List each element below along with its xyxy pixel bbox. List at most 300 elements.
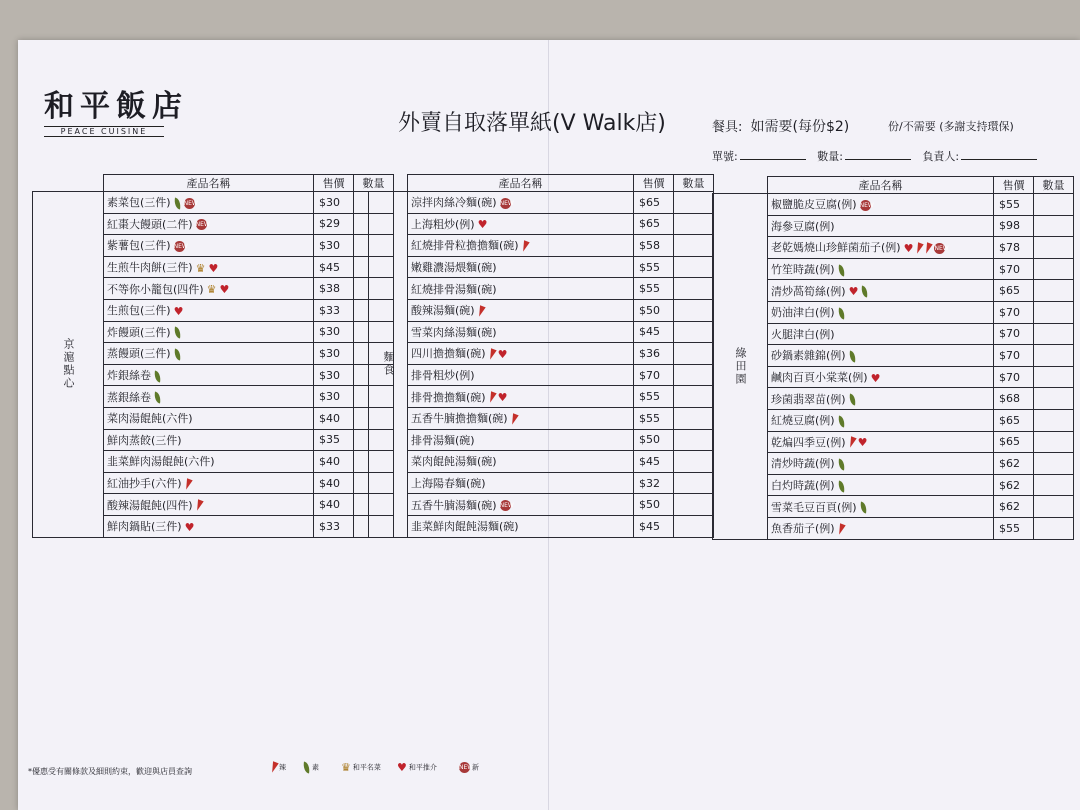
heart-icon: ♥ — [497, 391, 508, 405]
item-price: $40 — [314, 494, 354, 516]
item-name: 清炒時蔬(例) — [771, 457, 835, 471]
table-header-row — [33, 175, 394, 192]
item-price: $68 — [994, 388, 1034, 410]
leaf-icon — [848, 394, 857, 406]
item-price: $33 — [314, 299, 354, 321]
quantity-cell[interactable] — [674, 299, 714, 321]
item-name: 白灼時蔬(例) — [771, 479, 835, 493]
item-name: 上海陽春麵(碗) — [411, 477, 486, 491]
item-name: 五香牛腩湯麵(碗) — [411, 498, 497, 512]
item-price: $30 — [314, 386, 354, 408]
legend-label: 和平名菜 — [352, 763, 381, 772]
item-name-cell — [408, 515, 634, 537]
legend-item — [300, 762, 319, 773]
legend-label: 新 — [472, 763, 479, 772]
item-name-cell — [408, 472, 634, 494]
item-name: 酸辣湯餛飩(四件) — [107, 498, 193, 512]
item-price: $62 — [994, 496, 1034, 518]
item-name-cell — [768, 301, 994, 323]
chili-icon — [194, 499, 203, 511]
item-name: 生煎包(三件) — [107, 304, 171, 318]
heart-icon: ♥ — [219, 283, 230, 297]
table-row — [369, 256, 714, 278]
quantity-cell[interactable] — [674, 213, 714, 235]
item-name-cell — [768, 194, 994, 216]
new-badge-icon: NEW — [499, 502, 514, 510]
item-price: $40 — [314, 451, 354, 473]
new-badge-icon: NEW — [173, 242, 188, 250]
item-name-cell — [768, 280, 994, 302]
item-name-cell — [408, 321, 634, 343]
leaf-icon — [153, 392, 162, 404]
item-name: 鮮肉鍋貼(三件) — [107, 520, 182, 534]
legend-item — [268, 762, 286, 773]
item-name-cell — [408, 343, 634, 365]
item-name: 五香牛腩擔擔麵(碗) — [411, 412, 508, 426]
item-name-cell — [768, 215, 994, 237]
quantity-label: 數量: — [817, 150, 843, 163]
table-row — [369, 343, 714, 365]
item-name-cell — [408, 235, 634, 257]
item-price: $50 — [634, 494, 674, 516]
quantity-cell[interactable] — [674, 364, 714, 386]
item-name: 炸銀絲卷 — [107, 369, 151, 383]
item-price: $55 — [634, 256, 674, 278]
crown-icon: ♛ — [206, 283, 217, 297]
table-row — [369, 494, 714, 516]
item-name: 素菜包(三件) — [107, 196, 171, 210]
item-price: $30 — [314, 343, 354, 365]
item-name-cell — [104, 515, 314, 537]
item-name-cell — [408, 451, 634, 473]
quantity-cell[interactable] — [674, 429, 714, 451]
header-qty: 數量 — [674, 175, 714, 192]
category-label: 綠田園 — [713, 194, 768, 540]
item-price: $55 — [634, 278, 674, 300]
header-qty: 數量 — [1034, 177, 1074, 194]
terms-note: *優惠受有關條款及細則約束，歡迎與店員查詢 — [28, 767, 192, 776]
table-row — [713, 496, 1074, 518]
brand-name-en: PEACE CUISINE — [44, 126, 164, 137]
item-name: 紅油抄手(六件) — [107, 477, 182, 491]
chili-icon — [915, 242, 924, 254]
table-row — [713, 237, 1074, 259]
heart-icon: ♥ — [208, 261, 219, 275]
heart-icon: ♥ — [870, 371, 881, 385]
item-price: $30 — [314, 235, 354, 257]
order-no-label: 單號: — [712, 150, 738, 163]
item-price: $78 — [994, 237, 1034, 259]
chili-icon — [509, 413, 518, 425]
chili-icon — [269, 761, 278, 773]
item-price: $70 — [634, 364, 674, 386]
table-row — [369, 278, 714, 300]
leaf-icon — [859, 502, 868, 514]
item-name-cell — [104, 386, 314, 408]
item-price: $70 — [994, 323, 1034, 345]
item-price: $55 — [994, 194, 1034, 216]
table-row — [713, 474, 1074, 496]
item-price: $30 — [314, 192, 354, 214]
table-row — [369, 407, 714, 429]
quantity-cell[interactable] — [674, 515, 714, 537]
quantity-cell[interactable] — [1034, 323, 1074, 345]
item-name: 菜肉餛飩湯麵(碗) — [411, 455, 497, 469]
item-name: 鹹肉百頁小棠菜(例) — [771, 371, 868, 385]
item-name: 魚香茄子(例) — [771, 522, 835, 536]
item-price: $70 — [994, 258, 1034, 280]
table-row — [369, 299, 714, 321]
item-price: $58 — [634, 235, 674, 257]
header-qty: 數量 — [354, 175, 394, 192]
item-price: $62 — [994, 474, 1034, 496]
table-row — [369, 429, 714, 451]
item-name: 炸饅頭(三件) — [107, 325, 171, 339]
item-name-cell — [768, 431, 994, 453]
table-header-row — [369, 175, 714, 192]
header-spacer — [369, 175, 408, 192]
item-name-cell — [408, 192, 634, 214]
quantity-cell[interactable] — [1034, 280, 1074, 302]
chili-icon — [487, 391, 496, 403]
order-info-line — [712, 148, 1045, 164]
item-price: $32 — [634, 472, 674, 494]
menu-table-noodles — [368, 174, 714, 538]
quantity-cell[interactable] — [1034, 453, 1074, 475]
heart-icon: ♥ — [857, 436, 868, 450]
quantity-field[interactable] — [845, 149, 911, 160]
item-name: 涼拌肉絲冷麵(碗) — [411, 196, 497, 210]
item-name-cell — [768, 366, 994, 388]
heart-icon: ♥ — [848, 285, 859, 299]
quantity-cell[interactable] — [674, 343, 714, 365]
utensils-option-yes[interactable]: 如需要(每份$2) — [750, 119, 850, 135]
table-row — [369, 515, 714, 537]
item-name-cell — [104, 299, 314, 321]
table-row — [713, 366, 1074, 388]
utensils-option-no[interactable]: 份/不需要 (多謝支持環保) — [888, 120, 1014, 133]
crown-icon: ♛ — [195, 261, 206, 275]
item-price: $33 — [314, 515, 354, 537]
order-form-sheet — [18, 40, 1080, 810]
item-name: 上海粗炒(例) — [411, 217, 475, 231]
person-label: 負責人: — [922, 150, 960, 163]
item-name-cell — [408, 256, 634, 278]
item-price: $55 — [994, 517, 1034, 539]
item-name-cell — [104, 343, 314, 365]
item-name-cell — [768, 496, 994, 518]
item-price: $36 — [634, 343, 674, 365]
table-row — [713, 258, 1074, 280]
item-name: 生煎牛肉餅(三件) — [107, 261, 193, 275]
quantity-cell[interactable] — [674, 235, 714, 257]
header-name: 產品名稱 — [104, 175, 314, 192]
item-price: $55 — [634, 407, 674, 429]
header-price: 售價 — [634, 175, 674, 192]
leaf-icon — [173, 197, 182, 209]
item-price: $30 — [314, 364, 354, 386]
item-name: 雪菜毛豆百頁(例) — [771, 500, 857, 514]
item-name: 清炒萵筍絲(例) — [771, 284, 846, 298]
item-price: $55 — [634, 386, 674, 408]
heart-icon: ♥ — [497, 347, 508, 361]
legend-label: 辣 — [279, 763, 286, 772]
item-name-cell — [768, 409, 994, 431]
item-price: $45 — [634, 451, 674, 473]
item-price: $45 — [634, 515, 674, 537]
item-name: 鮮肉蒸餃(三件) — [107, 433, 182, 447]
heart-icon: ♥ — [477, 218, 488, 232]
item-name: 紅棗大饅頭(二件) — [107, 217, 193, 231]
table-row — [713, 301, 1074, 323]
item-name-cell — [408, 213, 634, 235]
table-row — [369, 472, 714, 494]
quantity-cell[interactable] — [674, 472, 714, 494]
item-price: $65 — [634, 213, 674, 235]
item-name-cell — [104, 407, 314, 429]
item-name-cell — [104, 429, 314, 451]
leaf-icon — [173, 348, 182, 360]
item-name-cell — [408, 386, 634, 408]
chili-icon — [183, 478, 192, 490]
item-price: $98 — [994, 215, 1034, 237]
utensils-line — [712, 116, 849, 136]
quantity-cell[interactable] — [674, 386, 714, 408]
item-name-cell — [104, 278, 314, 300]
quantity-cell[interactable] — [674, 256, 714, 278]
category-label: 京滬點心 — [33, 192, 104, 538]
new-badge-icon: NEW — [183, 199, 198, 207]
heart-icon: ♥ — [184, 520, 195, 534]
item-price: $35 — [314, 429, 354, 451]
table-row — [713, 453, 1074, 475]
new-badge-icon: NEW — [499, 199, 514, 207]
item-name: 不等你小籠包(四件) — [107, 282, 204, 296]
table-row — [369, 192, 714, 214]
heart-icon: ♥ — [173, 304, 184, 318]
legend-label: 和平推介 — [408, 763, 437, 772]
table-row — [713, 431, 1074, 453]
chili-icon — [520, 240, 529, 252]
leaf-icon — [837, 458, 846, 470]
item-name: 紫薯包(三件) — [107, 239, 171, 253]
item-name: 乾煸四季豆(例) — [771, 435, 846, 449]
leaf-icon — [837, 480, 846, 492]
item-price: $29 — [314, 213, 354, 235]
legend-item — [456, 762, 479, 773]
item-name: 蒸饅頭(三件) — [107, 347, 171, 361]
legend-item — [394, 762, 437, 773]
item-name-cell — [768, 345, 994, 367]
item-name-cell — [768, 517, 994, 539]
legend-item — [338, 762, 381, 773]
item-price: $45 — [634, 321, 674, 343]
quantity-cell[interactable] — [1034, 215, 1074, 237]
item-name: 韭菜鮮肉餛飩湯麵(碗) — [411, 520, 519, 534]
leaf-icon — [302, 761, 311, 773]
item-name: 珍菌翡翠苗(例) — [771, 392, 846, 406]
item-price: $40 — [314, 407, 354, 429]
item-name-cell — [768, 453, 994, 475]
table-row — [713, 388, 1074, 410]
quantity-cell[interactable] — [674, 451, 714, 473]
quantity-cell[interactable] — [1034, 517, 1074, 539]
table-row — [713, 280, 1074, 302]
quantity-cell[interactable] — [1034, 258, 1074, 280]
item-name-cell — [104, 192, 314, 214]
chili-icon — [847, 437, 856, 449]
table-row — [369, 235, 714, 257]
item-name: 紅燒豆腐(例) — [771, 414, 835, 428]
item-price: $70 — [994, 345, 1034, 367]
item-name: 酸辣湯麵(碗) — [411, 304, 475, 318]
quantity-cell[interactable] — [1034, 388, 1074, 410]
item-name: 紅燒排骨粒擔擔麵(碗) — [411, 239, 519, 253]
quantity-cell[interactable] — [1034, 366, 1074, 388]
brand-logo — [44, 90, 194, 137]
item-name: 椒鹽脆皮豆腐(例) — [771, 198, 857, 212]
item-name-cell — [104, 451, 314, 473]
quantity-cell[interactable] — [1034, 409, 1074, 431]
quantity-cell[interactable] — [1034, 301, 1074, 323]
chili-icon — [836, 523, 845, 535]
quantity-cell[interactable] — [1034, 345, 1074, 367]
item-name: 砂鍋素雜錦(例) — [771, 349, 846, 363]
item-name-cell — [768, 474, 994, 496]
table-row — [713, 194, 1074, 216]
quantity-cell[interactable] — [1034, 474, 1074, 496]
item-price: $50 — [634, 429, 674, 451]
quantity-cell[interactable] — [674, 321, 714, 343]
page-title: 外賣自取落單紙(V Walk店) — [398, 111, 666, 136]
item-name-cell — [408, 494, 634, 516]
item-price: $65 — [994, 280, 1034, 302]
item-price: $50 — [634, 299, 674, 321]
item-price: $30 — [314, 321, 354, 343]
quantity-cell[interactable] — [674, 278, 714, 300]
quantity-cell[interactable] — [674, 192, 714, 214]
header-spacer — [713, 177, 768, 194]
quantity-cell[interactable] — [674, 407, 714, 429]
item-price: $40 — [314, 472, 354, 494]
leaf-icon — [837, 307, 846, 319]
crown-icon: ♛ — [341, 761, 351, 774]
item-name: 韭菜鮮肉湯餛飩(六件) — [107, 455, 215, 469]
order-no-field[interactable] — [740, 149, 806, 160]
item-name-cell — [408, 299, 634, 321]
brand-name-cn: 和平飯店 — [44, 89, 188, 124]
item-name: 蒸銀絲卷 — [107, 390, 151, 404]
legend-label: 素 — [312, 763, 319, 772]
item-name: 菜肉湯餛飩(六件) — [107, 412, 193, 426]
header-name: 產品名稱 — [768, 177, 994, 194]
table-row — [369, 321, 714, 343]
item-name-cell — [768, 237, 994, 259]
item-name: 竹笙時蔬(例) — [771, 263, 835, 277]
item-name: 雪菜肉絲湯麵(碗) — [411, 325, 497, 339]
item-price: $65 — [634, 192, 674, 214]
table-row — [369, 451, 714, 473]
item-name: 嫩雞濃湯煨麵(碗) — [411, 261, 497, 275]
item-name-cell — [768, 388, 994, 410]
leaf-icon — [153, 370, 162, 382]
item-name: 海參豆腐(例) — [771, 219, 835, 233]
item-price: $70 — [994, 366, 1034, 388]
quantity-cell[interactable] — [1034, 496, 1074, 518]
item-name: 四川擔擔麵(碗) — [411, 347, 486, 361]
item-price: $65 — [994, 409, 1034, 431]
utensils-label: 餐具: — [712, 120, 743, 135]
item-price: $45 — [314, 256, 354, 278]
item-name-cell — [768, 323, 994, 345]
quantity-cell[interactable] — [1034, 431, 1074, 453]
item-name-cell — [408, 364, 634, 386]
heart-icon: ♥ — [903, 241, 914, 255]
item-name-cell — [104, 213, 314, 235]
leaf-icon — [837, 264, 846, 276]
heart-icon: ♥ — [397, 761, 407, 774]
item-price: $62 — [994, 453, 1034, 475]
table-row — [369, 364, 714, 386]
item-name-cell — [104, 494, 314, 516]
new-badge-icon: NEW — [859, 201, 874, 209]
item-name-cell — [104, 235, 314, 257]
table-row — [369, 386, 714, 408]
item-name: 奶油津白(例) — [771, 306, 835, 320]
item-name: 老乾媽燒山珍鮮菌茄子(例) — [771, 241, 901, 255]
new-badge-icon: NEW — [195, 221, 210, 229]
item-name-cell — [768, 258, 994, 280]
item-name-cell — [408, 429, 634, 451]
chili-icon — [924, 242, 933, 254]
item-name-cell — [408, 407, 634, 429]
chili-icon — [487, 348, 496, 360]
header-name: 產品名稱 — [408, 175, 634, 192]
item-name-cell — [408, 278, 634, 300]
item-name-cell — [104, 364, 314, 386]
item-price: $38 — [314, 278, 354, 300]
menu-table-dim-sum — [32, 174, 394, 538]
quantity-cell[interactable] — [1034, 194, 1074, 216]
table-row — [369, 213, 714, 235]
chili-icon — [476, 305, 485, 317]
person-field[interactable] — [961, 149, 1037, 160]
leaf-icon — [837, 415, 846, 427]
item-name: 排骨湯麵(碗) — [411, 433, 475, 447]
quantity-cell[interactable] — [674, 494, 714, 516]
table-row — [713, 409, 1074, 431]
header-spacer — [33, 175, 104, 192]
leaf-icon — [173, 327, 182, 339]
leaf-icon — [861, 286, 870, 298]
item-price: $70 — [994, 301, 1034, 323]
item-name: 火腿津白(例) — [771, 327, 835, 341]
table-row — [33, 192, 394, 214]
item-name: 紅燒排骨湯麵(碗) — [411, 282, 497, 296]
header-price: 售價 — [994, 177, 1034, 194]
new-badge-icon: NEW — [459, 764, 474, 771]
quantity-cell[interactable] — [1034, 237, 1074, 259]
leaf-icon — [848, 350, 857, 362]
item-name: 排骨粗炒(例) — [411, 369, 475, 383]
item-name-cell — [104, 472, 314, 494]
table-row — [713, 345, 1074, 367]
category-label: 麵食 — [369, 192, 408, 538]
new-badge-icon: NEW — [934, 244, 949, 252]
item-name-cell — [104, 321, 314, 343]
table-row — [713, 517, 1074, 539]
table-header-row — [713, 177, 1074, 194]
